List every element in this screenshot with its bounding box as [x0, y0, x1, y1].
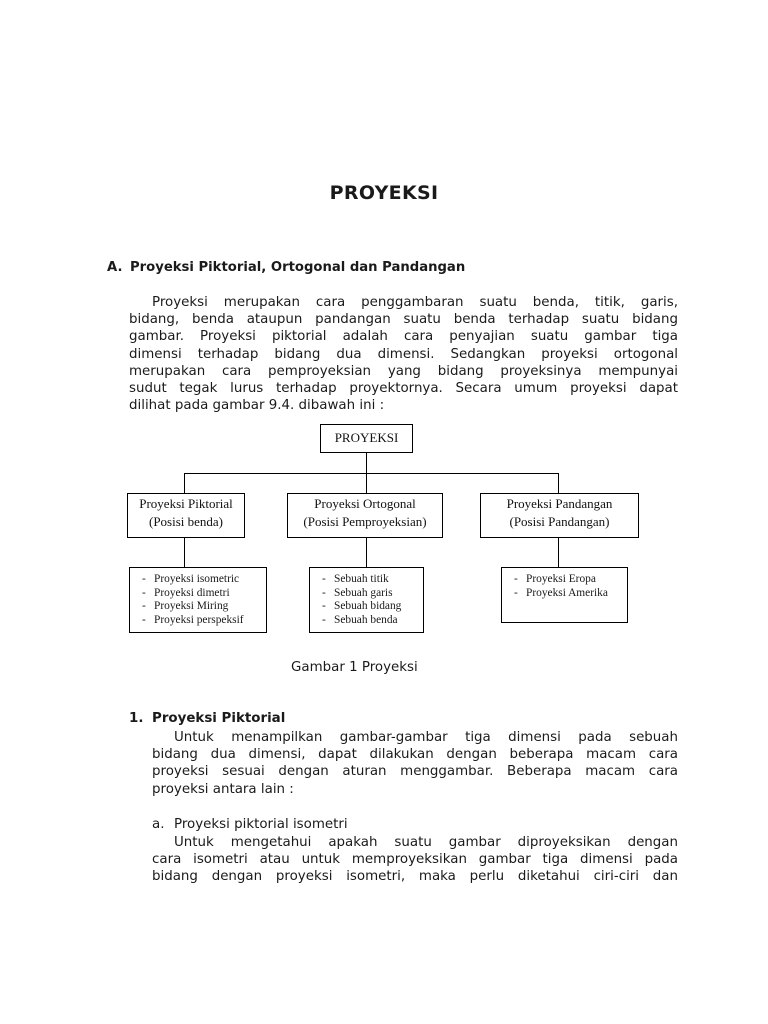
paragraph-line: Untuk menampilkan gambar-gambar tiga dimensi pada sebuah	[174, 730, 678, 745]
section-a-label: A.	[107, 260, 123, 275]
list-item: - Proyeksi Amerika	[514, 587, 627, 601]
connector-line	[184, 537, 185, 567]
connector-line	[366, 473, 367, 493]
category-subtitle: (Posisi Pandangan)	[509, 514, 610, 529]
list-item: - Sebuah garis	[322, 587, 423, 601]
paragraph-line: bidang, benda ataupun pandangan suatu benda terhadap suatu bidang	[129, 312, 678, 328]
paragraph-line: proyeksi antara lain :	[152, 781, 294, 797]
category-box-piktorial	[127, 493, 245, 538]
section-a-heading-text: Proyeksi Piktorial, Ortogonal dan Pandangan	[130, 260, 466, 275]
list-item: - Proyeksi dimetri	[142, 587, 266, 601]
section-1-heading	[129, 711, 285, 726]
connector-line	[366, 537, 367, 567]
paragraph-line: dimensi terhadap bidang dua dimensi. Sedangkan proyeksi ortogonal	[129, 346, 678, 362]
section-1-paragraph	[152, 729, 678, 798]
list-box-piktorial	[129, 567, 267, 633]
list-item: - Sebuah benda	[322, 614, 423, 628]
subsection-a-heading	[152, 817, 348, 832]
figure-caption: Gambar 1 Proyeksi	[291, 660, 418, 675]
list-item: - Proyeksi Eropa	[514, 573, 627, 587]
category-title: Proyeksi Ortogonal	[314, 496, 416, 511]
connector-line	[184, 473, 185, 493]
paragraph-line: cara isometri atau untuk memproyeksikan gambar tiga dimensi pada	[152, 852, 678, 868]
paragraph-line: proyeksi sesuai dengan aturan menggambar. Beberapa macam cara	[152, 764, 678, 780]
list-box-ortogonal	[309, 567, 424, 633]
connector-line	[366, 451, 367, 473]
category-title: Proyeksi Piktorial	[139, 496, 233, 511]
connector-line	[184, 473, 559, 474]
list-item: - Sebuah titik	[322, 573, 423, 587]
category-title: Proyeksi Pandangan	[506, 496, 613, 511]
subsection-a-paragraph	[152, 834, 678, 886]
diagram-root-label: PROYEKSI	[334, 430, 399, 445]
paragraph-line: Proyeksi merupakan cara penggambaran suatu benda, titik, garis,	[152, 295, 678, 310]
subsection-a-heading-text: Proyeksi piktorial isometri	[174, 817, 348, 832]
category-box-ortogonal	[287, 493, 443, 538]
list-box-pandangan	[501, 567, 628, 623]
paragraph-line: Untuk mengetahui apakah suatu gambar diproyeksikan dengan	[174, 835, 678, 850]
list-item: - Proyeksi isometric	[142, 573, 266, 587]
paragraph-line: gambar. Proyeksi piktorial adalah cara penyajian suatu gambar tiga	[129, 329, 678, 345]
paragraph-line: sudut tegak lurus terhadap proyektornya. Secara umum proyeksi dapat	[129, 380, 678, 396]
category-subtitle: (Posisi benda)	[148, 514, 224, 529]
list-item: - Proyeksi Miring	[142, 600, 266, 614]
diagram-root-box	[320, 424, 413, 453]
paragraph-line: bidang dua dimensi, dapat dilakukan dengan beberapa macam cara	[152, 747, 678, 763]
section-1-heading-text: Proyeksi Piktorial	[152, 711, 286, 726]
page-title: PROYEKSI	[329, 182, 439, 204]
section-1-label: 1.	[129, 711, 144, 726]
subsection-a-label: a.	[152, 817, 165, 832]
paragraph-line: merupakan cara pemproyeksian yang bidang proyeksinya mempunyai	[129, 363, 678, 379]
list-item: - Sebuah bidang	[322, 600, 423, 614]
list-item: - Proyeksi perspeksif	[142, 614, 266, 628]
connector-line	[558, 537, 559, 567]
connector-line	[558, 473, 559, 493]
paragraph-line: dilihat pada gambar 9.4. dibawah ini :	[129, 398, 385, 414]
category-box-pandangan	[480, 493, 639, 538]
paragraph-line: bidang dengan proyeksi isometri, maka perlu diketahui ciri-ciri dan	[152, 869, 678, 885]
category-subtitle: (Posisi Pemproyeksian)	[303, 514, 427, 529]
